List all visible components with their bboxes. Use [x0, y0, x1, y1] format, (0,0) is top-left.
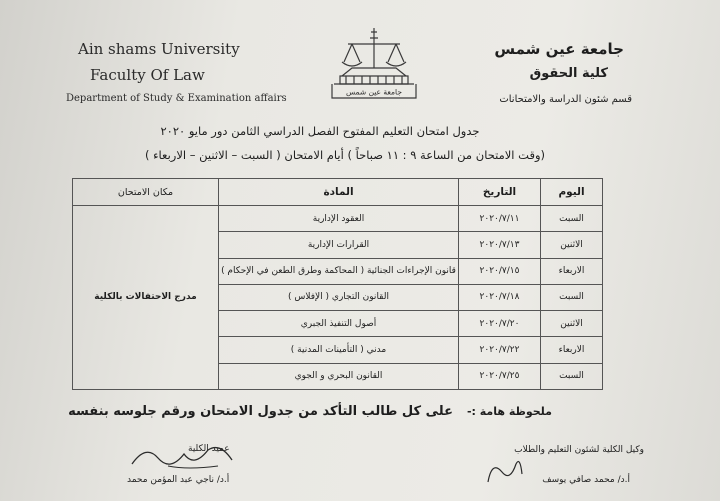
- row-day: الاربعاء: [541, 337, 603, 363]
- emblem-caption: جامعة عين شمس: [346, 87, 402, 97]
- important-note-label: ملحوظة هامة :-: [466, 405, 552, 418]
- header-day: اليوم: [541, 179, 603, 206]
- row-day: الاثنين: [541, 232, 603, 258]
- vice-dean-signature-icon: [482, 452, 526, 492]
- arabic-department-name: قسم شئون الدراسة والامتحانات: [499, 94, 632, 105]
- table-header-row: [73, 179, 603, 206]
- row-date: ٢٠٢٠/٧/١١: [459, 206, 541, 232]
- header-date: التاريخ: [459, 179, 541, 206]
- row-subject: القانون البحري و الجوي: [219, 363, 459, 389]
- english-university-name: Ain shams University: [78, 40, 240, 58]
- english-department-name: Department of Study & Examination affairs: [66, 93, 287, 104]
- header-place: مكان الامتحان: [73, 179, 219, 206]
- vice-dean-title: وكيل الكلية لشئون التعليم والطلاب: [514, 445, 644, 455]
- row-date: ٢٠٢٠/٧/١٣: [459, 232, 541, 258]
- dean-signature-icon: [128, 440, 238, 474]
- row-subject: العقود الإدارية: [219, 206, 459, 232]
- row-subject: قانون الإجراءات الجنائية ( المحاكمة وطرق الطعن في الإحكام ): [219, 258, 459, 284]
- row-date: ٢٠٢٠/٧/٢٢: [459, 337, 541, 363]
- exam-schedule-table: [72, 178, 603, 390]
- row-date: ٢٠٢٠/٧/١٥: [459, 258, 541, 284]
- dean-title: عميد الكلية: [188, 444, 230, 454]
- important-note-text: على كل طالب التأكد من جدول الامتحان ورقم جلوسه بنفسه: [68, 404, 453, 419]
- row-subject: أصول التنفيذ الجبري: [219, 311, 459, 337]
- university-emblem-icon: [322, 24, 426, 104]
- row-day: الاربعاء: [541, 258, 603, 284]
- row-subject: مدني ( التأمينات المدنية ): [219, 337, 459, 363]
- exam-place: مدرج الاحتفالات بالكلية: [73, 206, 219, 390]
- arabic-faculty-name: كلية الحقوق: [529, 66, 608, 81]
- vice-dean-name: أ.د/ محمد صافي يوسف: [542, 475, 630, 485]
- row-day: السبت: [541, 284, 603, 310]
- row-date: ٢٠٢٠/٧/٢٥: [459, 363, 541, 389]
- english-faculty-name: Faculty Of Law: [90, 66, 205, 84]
- row-day: السبت: [541, 206, 603, 232]
- row-day: السبت: [541, 363, 603, 389]
- row-date: ٢٠٢٠/٧/١٨: [459, 284, 541, 310]
- row-subject: القانون التجاري ( الإفلاس ): [219, 284, 459, 310]
- row-subject: القرارات الإدارية: [219, 232, 459, 258]
- header-subject: المادة: [219, 179, 459, 206]
- table-row: [73, 206, 603, 232]
- dean-name: أ.د/ ناجي عبد المؤمن محمد: [127, 475, 230, 485]
- row-day: الاثنين: [541, 311, 603, 337]
- exam-schedule-title: جدول امتحان التعليم المفتوح الفصل الدراسي الثامن دور مايو ٢٠٢٠: [160, 124, 480, 138]
- exam-time-note: (وقت الامتحان من الساعة ٩ : ١١ صباحاً ) أيام الامتحان ( السبت – الاثنين – الاربعاء ): [145, 148, 545, 162]
- important-note: [68, 404, 552, 419]
- arabic-university-name: جامعة عين شمس: [494, 40, 624, 58]
- row-date: ٢٠٢٠/٧/٢٠: [459, 311, 541, 337]
